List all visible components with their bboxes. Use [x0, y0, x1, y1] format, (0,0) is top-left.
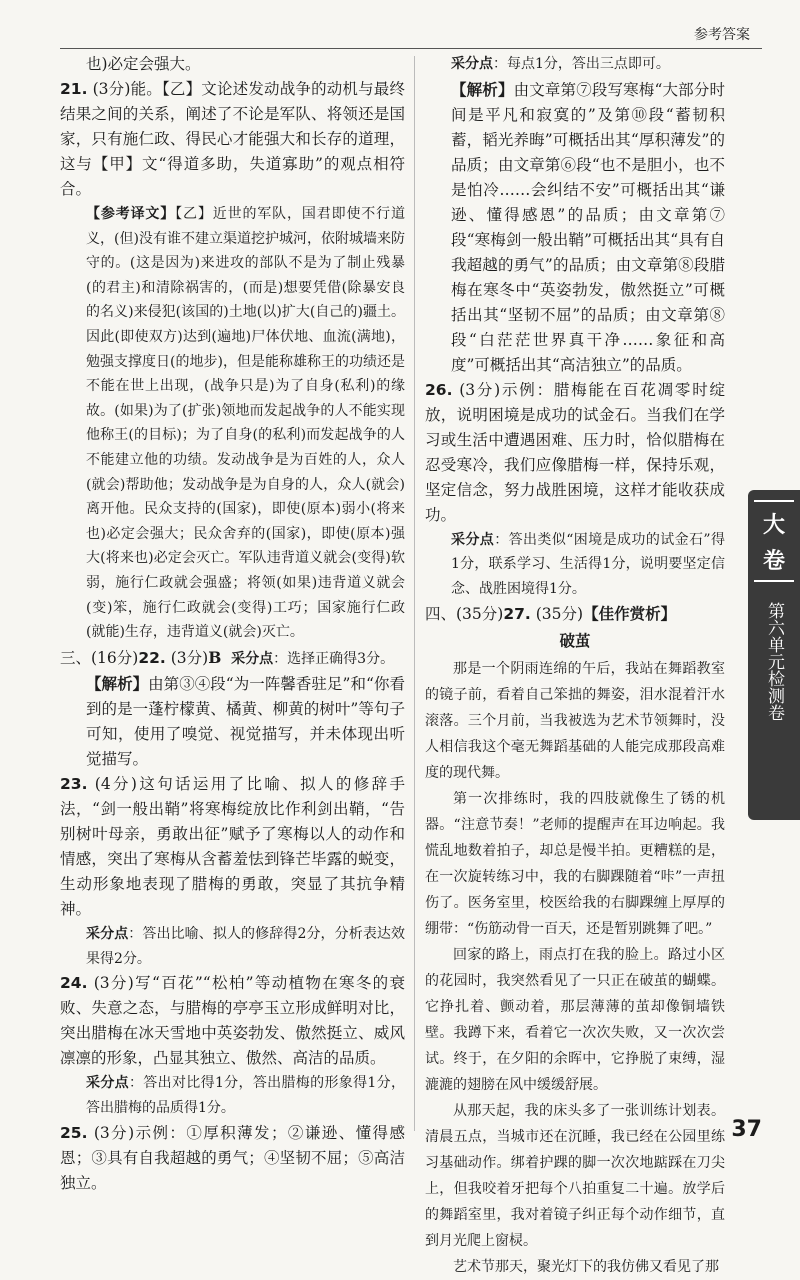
q24-text: (3分)写“百花”“松柏”等动植物在寒冬的衰败、失意之态，与腊梅的亭亭玉立形成鲜明对比，突出腊梅在冰天雪地中英姿勃发、傲然挺立、威风凛凛的形象，凸显其独立、傲然、高洁的品质。: [60, 974, 405, 1068]
question-24: [60, 971, 405, 1120]
left-column: [60, 52, 405, 1196]
q23-text: (4分)这句话运用了比喻、拟人的修辞手法，“剑一般出鞘”将寒梅绽放比作利剑出鞘，“告别树叶母亲，勇敢出征”赋予了寒梅以人的动作和情感，突出了寒梅从含蓄羞怯到锋芒毕露的蜕变，生动形象地表现了腊梅的勇敢，突显了其抗争精神。: [60, 775, 405, 919]
page-number: 37: [731, 1117, 762, 1142]
q26-points-tag: 采分点: [451, 531, 495, 548]
q21-translation: 【乙】近世的军队，国君即使不行道义，(但)没有谁不建立渠道挖护城河，依附城墙来防守的。(这是因为)来进攻的部队不是为了制止残暴(的君主)和清除祸害的，(而是)想要凭借(除暴安良的名义)来侵犯(该国的)土地(以)扩大(自己的)疆土。因此(即使双方)达到(遍地)尸体伏地、血流(满地)，勉强支撑度日(的地步)，但是能称雄称王的功绩还是不能在世上出现，(战争只是)为了自身(私利)的缘故。(如果)为了(扩张)领地而发起战争的人不能实现他称王(的目标)；为了自身(的私利)而发起战争的人不能建立他的功绩。发动战争是为百姓的人，众人(就会)帮助他；发动战争是为自身的人，众人(就会)离开他。民众支持的(国家)，即使(原本)弱小(将来也)必定会强大；民众舍弃的(国家)，即使(原本)强大(将来也)必定会灭亡。军队违背道义就会(变得)软弱，施行仁政就会强盛；将领(如果)违背道义就会(变)笨，施行仁政就会(变得)工巧；国家施行仁政(就能)生存，违背道义(就会)灭亡。: [86, 206, 406, 641]
essay-paragraph: 艺术节那天，聚光灯下的我仿佛又看见了那: [453, 1259, 719, 1276]
q22-score: (3分): [170, 648, 209, 667]
question-26: [425, 378, 725, 602]
q24-number: 24.: [60, 974, 88, 993]
q23-points-tag: 采分点: [86, 926, 129, 943]
question-27: [425, 601, 725, 1280]
q25-points-tag: 采分点: [451, 56, 493, 72]
q25-text: (3分)示例：①厚积薄发；②谦逊、懂得感恩；③具有自我超越的勇气；④坚韧不屈；⑤高洁独立。: [60, 1123, 405, 1192]
q26-points: ：答出类似“困境是成功的试金石”得1分，联系学习、生活得1分，说明要坚定信念、战胜困境得1分。: [451, 531, 725, 597]
q27-score: (35分): [535, 605, 584, 624]
tab-big-char-bottom: 卷: [762, 549, 785, 574]
q27-number: 27.: [503, 605, 531, 624]
section-three-head: 三、(16分): [60, 648, 139, 667]
q21-text: (3分)能。【乙】文论述发动战争的动机与最终结果之间的关系，阐述了不论是军队、将领还是国家，只有施仁政、得民心才能强大和长存的道理，这与【甲】文“得道多助，失道寡助”的观点相符合。: [60, 80, 405, 198]
q23-number: 23.: [60, 775, 88, 794]
q24-points: ：答出对比得1分，答出腊梅的形象得1分，答出腊梅的品质得1分。: [86, 1075, 405, 1117]
header-rule: [60, 48, 762, 49]
q25-analysis: 由文章第⑦段写寒梅“大部分时间是平凡和寂寞的”及第⑩段“蓄韧积蓄，韬光养晦”可概括出其“厚积薄发”的品质；由文章第⑥段“也不是胆小，也不是怕冷……会纠结不安”可概括出其“谦逊、懂得感恩”的品质；由文章第⑦段“寒梅剑一般出鞘”可概括出其“具有自我超越的勇气”的品质；由文章第⑧段腊梅在寒冬中“英姿勃发，傲然挺立”可概括出其“坚韧不屈”的品质；由文章第⑧段“白茫茫世界真干净……象征和高度”可概括出其“高洁独立”的品质。: [451, 80, 725, 374]
q22-points-tag: 采分点: [231, 650, 274, 667]
q21-translation-tag: 【参考译文】: [86, 206, 176, 222]
q22-answer: B: [208, 647, 222, 667]
column-divider: [414, 56, 415, 1131]
header-title: 参考答案: [694, 27, 750, 43]
question-21: [60, 77, 405, 645]
section-four-head: 四、(35分): [425, 605, 504, 624]
tab-section-label: 第六单元检测卷: [764, 602, 784, 721]
essay-paragraph: 第一次排练时，我的四肢就像生了锈的机器。“注意节奏！”老师的提醒声在耳边响起。我慌乱地数着拍子，却总是慢半拍。更糟糕的是，在一次旋转练习中，我的右脚踝随着“咔”一声扭伤了。医务室里，校医给我的右脚踝缠上厚厚的绷带：“伤筋动骨一百天，还是暂别跳舞了吧。”: [425, 791, 725, 938]
q25-analysis-tag: 【解析】: [451, 79, 514, 99]
essay-paragraph: 从那天起，我的床头多了一张训练计划表。清晨五点，当城市还在沉睡，我已经在公园里练习基础动作。绑着护踝的脚一次次地踮踩在刀尖上，但我咬着牙把每个八拍重复二十遍。放学后的舞蹈室里，我对着镜子纠正每个动作细节，直到月光爬上窗棂。: [425, 1103, 725, 1250]
q25-number: 25.: [60, 1123, 88, 1142]
q24-points-tag: 采分点: [86, 1075, 129, 1092]
q23-points: ：答出比喻、拟人的修辞得2分，分析表达效果得2分。: [86, 926, 406, 967]
q22-analysis: 由第③④段“为一阵馨香驻足”和“你看到的是一蓬柠檬黄、橘黄、柳黄的树叶”等句子可知，使用了嗅觉、视觉描写，并未体现出听觉描写。: [86, 675, 405, 769]
q21-number: 21.: [60, 80, 88, 98]
essay-title: 破茧: [559, 632, 591, 651]
q26-number: 26.: [425, 380, 453, 399]
right-column: [425, 52, 725, 1280]
tab-big-char-top: 大: [762, 513, 785, 538]
q26-text: (3分)示例：腊梅能在百花凋零时绽放，说明困境是成功的试金石。当我们在学习或生活中遭遇困难、压力时，恰似腊梅在忍受寒冷，我们应像腊梅一样，保持乐观，坚定信念，努力战胜困境，这样才能收获成功。: [425, 380, 725, 524]
question-25: [60, 1121, 405, 1196]
question-22: [60, 645, 405, 773]
q27-tag: 【佳作赏析】: [583, 604, 677, 624]
unit-side-tab: [748, 490, 800, 820]
q22-points: ：选择正确得3分。: [273, 650, 395, 667]
question-23: [60, 772, 405, 971]
q22-number: 22.: [138, 648, 166, 667]
q25-points: ：每点1分，答出三点即可。: [493, 56, 670, 72]
essay-paragraph: 那是一个阴雨连绵的午后，我站在舞蹈教室的镜子前，看着自己笨拙的舞姿，泪水混着汗水滚落。三个月前，当我被选为艺术节领舞时，没人相信我这个毫无舞蹈基础的人能完成那段高难度的现代舞。: [425, 661, 725, 782]
intro-text: 也)必定会强大。: [86, 55, 201, 73]
q22-analysis-tag: 【解析】: [86, 674, 149, 694]
essay-paragraph: 回家的路上，雨点打在我的脸上。路过小区的花园时，我突然看见了一只正在破茧的蝴蝶。它挣扎着、颤动着，那层薄薄的茧却像铜墙铁壁。我蹲下来，看着它一次次失败，又一次次尝试。终于，在夕阳的余晖中，它挣脱了束缚，湿漉漉的翅膀在风中缓缓舒展。: [425, 947, 725, 1094]
